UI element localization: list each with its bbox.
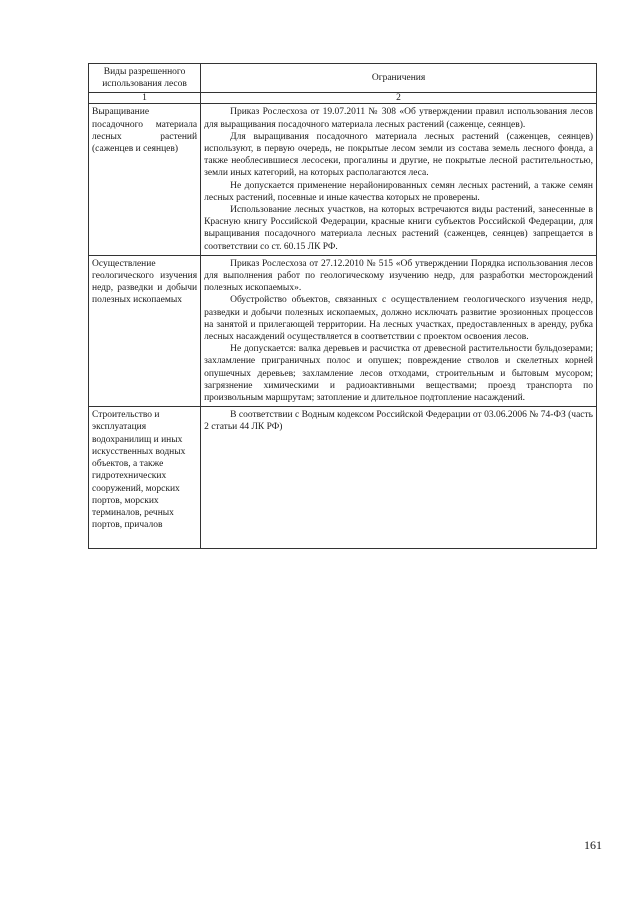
forest-use-cell: Строительство и эксплуатация водохранилищ и иных искусственных водных объектов, а также гидротехнических сооружений, морских портов, морских терминалов, речных портов, причалов: [89, 407, 201, 549]
table-row: [89, 255, 597, 406]
restriction-cell: [201, 104, 597, 255]
restriction-paragraph: Для выращивания посадочного материала лесных растений (саженцев, сеянцев) используют, в первую очередь, не покрытые лесом земли из состава земель лесного фонда, а также необлесившиеся лесосеки, прогалины и другие, не покрытые лесной растительностью, земли иных категорий, на которых располагаются леса.: [204, 131, 593, 179]
header-restrictions: Ограничения: [201, 64, 597, 93]
restriction-paragraph: Не допускается: валка деревьев и расчистка от древесной растительности бульдозерами; захламление приграничных полос и опушек; повреждение стволов и скелетных корней опушечных деревьев; захламление лесов отходами, строительным и бытовым мусором; загрязнение химическими и радиоактивными веществами; проезд транспорта по произвольным маршрутам; затопление и длительное подтопление насаждений.: [204, 344, 593, 404]
page-number: 161: [584, 838, 602, 852]
restriction-paragraph: В соответствии с Водным кодексом Российской Федерации от 03.06.2006 № 74-ФЗ (часть 2 статьи 44 ЛК РФ): [204, 410, 593, 433]
header-forest-use-types: Виды разрешенного использования лесов: [89, 64, 201, 93]
restriction-paragraph: Приказ Рослесхоза от 19.07.2011 № 308 «Об утверждении правил использования лесов для выращивания посадочного материала лесных растений (саженце, сеянцев).: [204, 107, 593, 130]
forest-use-cell: Осуществление геологического изучения недр, разведки и добычи полезных ископаемых: [89, 255, 201, 406]
table-header-row: [89, 64, 597, 93]
column-number-2: 2: [201, 93, 597, 104]
restriction-cell: [201, 255, 597, 406]
restrictions-table: [88, 63, 597, 549]
column-number-1: 1: [89, 93, 201, 104]
restriction-paragraph: Не допускается применение нерайонированных семян лесных растений, а также семян лесных растений, посевные и иные качества которых не проверены.: [204, 180, 593, 203]
restriction-paragraph: Обустройство объектов, связанных с осуществлением геологического изучения недр, разведки и добычи полезных ископаемых, должно исключать развитие эрозионных процессов на занятой и прилегающей территории. На лесных участках, предоставленных в аренду, рубка лесных насаждений осуществляется в соответствии с проектом освоения лесов.: [204, 295, 593, 343]
restriction-cell: [201, 407, 597, 549]
table-row: [89, 104, 597, 255]
restriction-paragraph: Приказ Рослесхоза от 27.12.2010 № 515 «Об утверждении Порядка использования лесов для выполнения работ по геологическому изучению недр, для разработки месторождений полезных ископаемых».: [204, 258, 593, 294]
table-row: [89, 407, 597, 549]
forest-use-cell: Выращивание посадочного материала лесных растений (саженцев и сеянцев): [89, 104, 201, 255]
restriction-paragraph: Использование лесных участков, на которых встречаются виды растений, занесенные в Красную книгу Российской Федерации, красные книги субъектов Российской Федерации, для выращивания посадочного материала лесных растений (саженцев, сеянцев) запрещается в соответствии со ст. 60.15 ЛК РФ.: [204, 205, 593, 252]
column-number-row: [89, 93, 597, 104]
